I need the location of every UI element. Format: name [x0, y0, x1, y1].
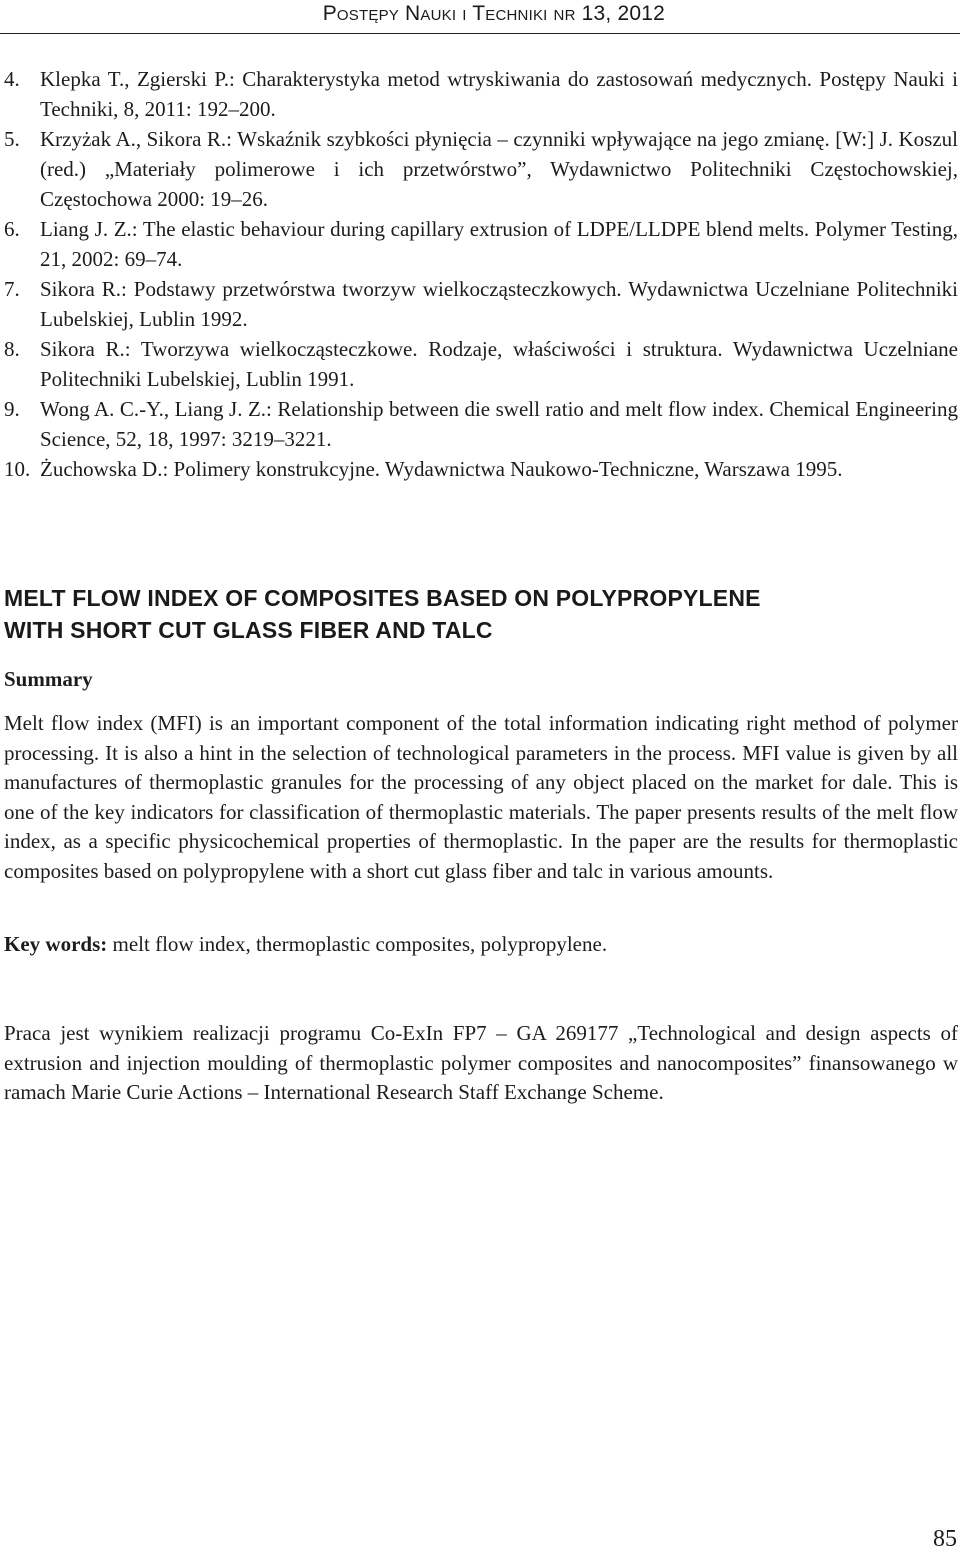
reference-text: Sikora R.: Tworzywa wielkocząsteczkowe. Rodzaje, właściwości i struktura. Wydawnictwa Uczelniane Politechniki Lubelskiej, Lublin 1991. [40, 337, 958, 391]
keywords-text: melt flow index, thermoplastic composites, polypropylene. [112, 932, 608, 956]
reference-number: 4. [4, 67, 20, 91]
reference-number: 6. [4, 217, 20, 241]
reference-item [4, 124, 958, 214]
reference-number: 10. [4, 457, 31, 481]
page-number: 85 [933, 1526, 957, 1552]
article-title [4, 582, 954, 646]
reference-item [4, 214, 958, 274]
keywords [4, 930, 958, 960]
acknowledgement-text: Praca jest wynikiem realizacji programu Co-ExIn FP7 – GA 269177 „Technological and design aspects of extrusion and injection moulding of thermoplastic polymer composites and nanocomposites” finansowanego w ramach Marie Curie Actions – International Research Staff Exchange Scheme. [4, 1021, 958, 1105]
reference-item [4, 394, 958, 454]
keywords-label: Key words: [4, 932, 108, 956]
reference-text: Klepka T., Zgierski P.: Charakterystyka metod wtryskiwania do zastosowań medycznych. Postępy Nauki i Techniki, 8, 2011: 192–200. [40, 67, 958, 121]
summary-heading: Summary [4, 667, 93, 691]
reference-text: Żuchowska D.: Polimery konstrukcyjne. Wydawnictwa Naukowo-Techniczne, Warszawa 1995. [40, 457, 843, 481]
reference-number: 8. [4, 337, 20, 361]
reference-text: Krzyżak A., Sikora R.: Wskaźnik szybkości płynięcia – czynniki wpływające na jego zmianę. [W:] J. Koszul (red.) „Materiały polimerowe i ich przetwórstwo”, Wydawnictwo Politechniki Częstochowskiej, Częstochowa 2000: 19–26. [40, 127, 958, 211]
reference-item [4, 334, 958, 394]
summary-text: Melt flow index (MFI) is an important component of the total information indicating right method of polymer processing. It is also a hint in the selection of technological parameters in the process. MFI value is given by all manufactures of thermoplastic granules for the processing of any object placed on the market for dale. This is one of the key indicators for classification of thermoplastic materials. The paper presents results of the melt flow index, as a specific physicochemical properties of thermoplastic. In the paper are the results for thermoplastic composites based on polypropylene with a short cut glass fiber and talc in various amounts. [4, 711, 958, 883]
title-line-2: WITH SHORT CUT GLASS FIBER AND TALC [4, 617, 493, 643]
running-header: Postępy Nauki i Techniki nr 13, 2012 [322, 2, 665, 25]
title-line-1: MELT FLOW INDEX OF COMPOSITES BASED ON POLYPROPYLENE [4, 585, 761, 611]
reference-text: Liang J. Z.: The elastic behaviour during capillary extrusion of LDPE/LLDPE blend melts. Polymer Testing, 21, 2002: 69–74. [40, 217, 958, 271]
reference-item [4, 274, 958, 334]
reference-text: Wong A. C.-Y., Liang J. Z.: Relationship between die swell ratio and melt flow index. Chemical Engineering Science, 52, 18, 1997: 3219–3221. [40, 397, 958, 451]
reference-item [4, 454, 958, 484]
reference-text: Sikora R.: Podstawy przetwórstwa tworzyw wielkocząsteczkowych. Wydawnictwa Uczelniane Politechniki Lubelskiej, Lublin 1992. [40, 277, 958, 331]
reference-number: 7. [4, 277, 20, 301]
header-rule [0, 33, 960, 34]
reference-number: 5. [4, 127, 20, 151]
reference-item [4, 64, 958, 124]
reference-list [4, 64, 958, 484]
reference-number: 9. [4, 397, 20, 421]
